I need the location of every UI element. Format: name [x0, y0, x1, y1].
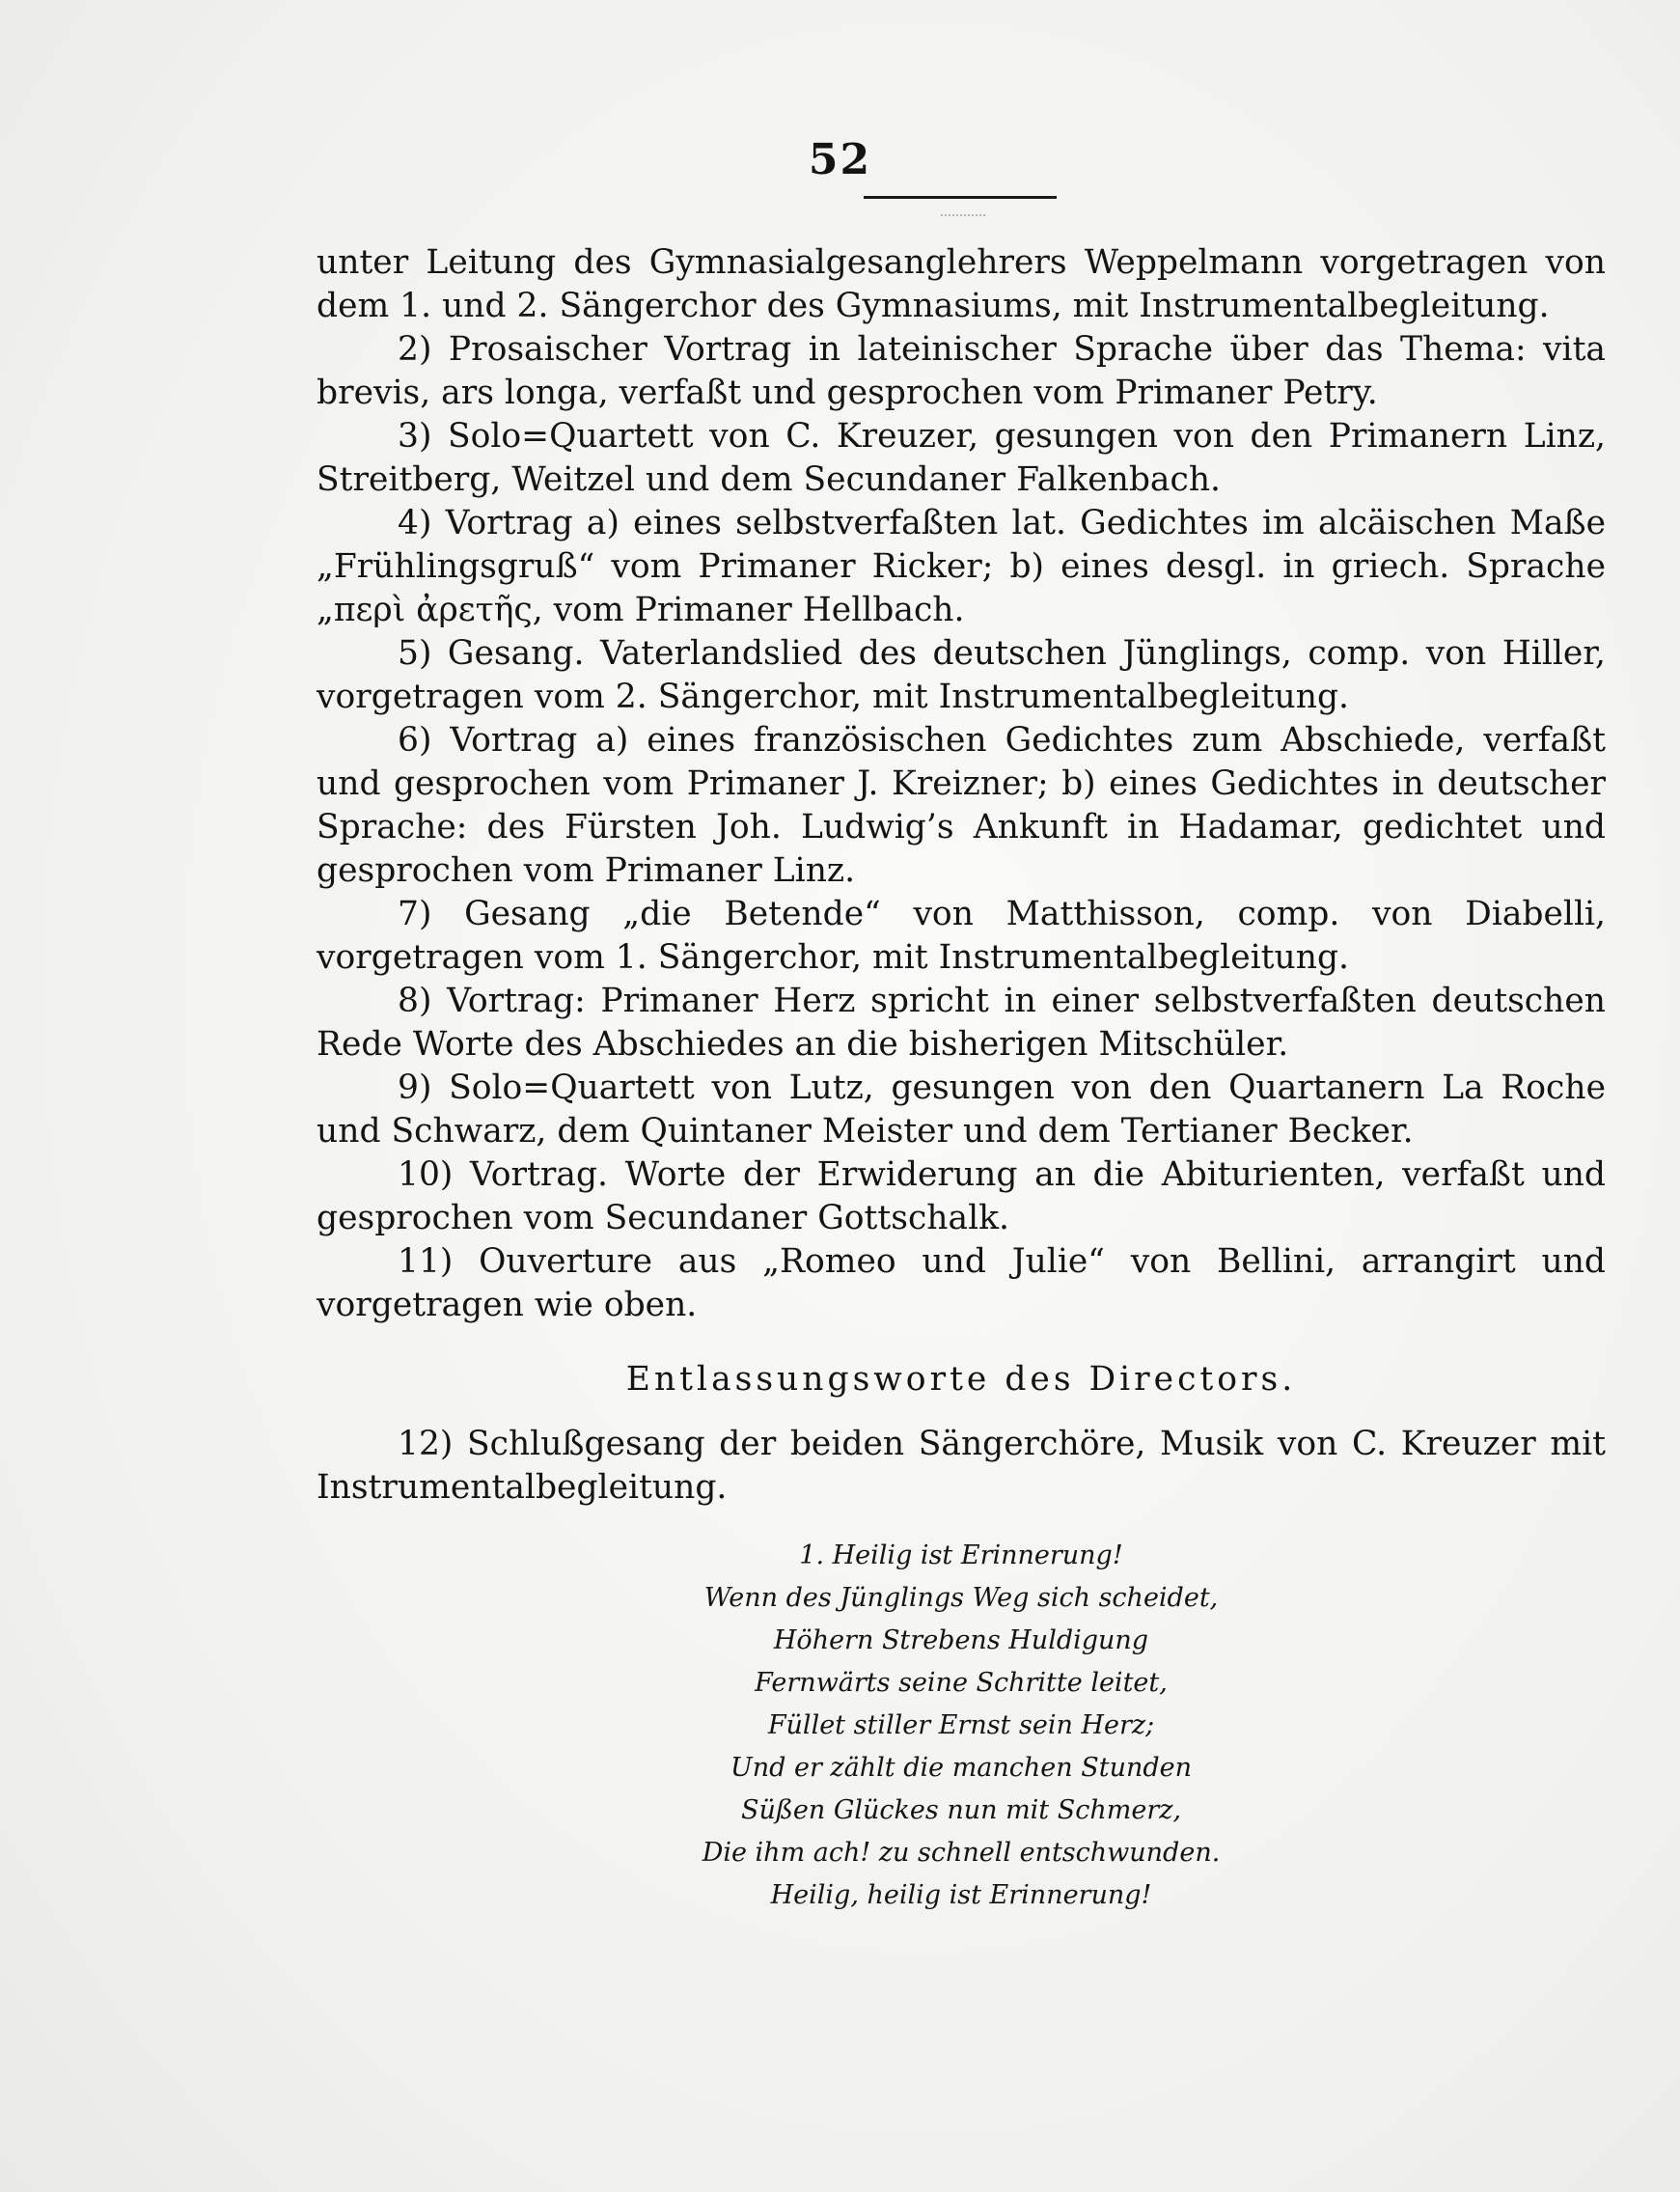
program-item-10: 10) Vortrag. Worte der Erwiderung an die Abiturienten, verfaßt und gesprochen vom Secundaner Gottschalk.: [317, 1155, 1606, 1237]
program-item-7: 7) Gesang „die Betende“ von Matthisson, comp. von Diabelli, vorgetragen vom 1. Sängerchor, mit Instrumentalbegleitung.: [317, 895, 1606, 977]
verse-line: Wenn des Jünglings Weg sich scheidet,: [703, 1583, 1219, 1613]
header-ornament: [941, 201, 985, 216]
program-item-5: 5) Gesang. Vaterlandslied des deutschen Jünglings, comp. von Hiller, vorgetragen vom 2. Sängerchor, mit Instrumentalbegleitung.: [317, 634, 1606, 716]
verse-line: Und er zählt die manchen Stunden: [730, 1753, 1193, 1783]
verse-line: Höhern Strebens Huldigung: [773, 1625, 1149, 1655]
song-verse: [317, 1535, 1606, 1917]
verse-line: Füllet stiller Ernst sein Herz;: [767, 1710, 1155, 1740]
page-number: 52: [808, 135, 872, 184]
program-text: [317, 241, 1606, 1510]
program-item-2: 2) Prosaischer Vortrag in lateinischer Sprache über das Thema: vita brevis, ars longa, verfaßt und gesprochen vom Primaner Petry.: [317, 330, 1606, 412]
verse-line: Die ihm ach! zu schnell entschwunden.: [702, 1838, 1221, 1868]
verse-line: Fernwärts seine Schritte leitet,: [755, 1668, 1168, 1698]
program-item-4: 4) Vortrag a) eines selbstverfaßten lat. Gedichtes im alcäischen Maße „Frühlingsgruß“ vom Primaner Ricker; b) eines desgl. in griech. Sprache „περὶ ἀρετῆς, vom Primaner Hellbach.: [317, 504, 1606, 629]
program-item-9: 9) Solo=Quartett von Lutz, gesungen von den Quartanern La Roche und Schwarz, dem Quintaner Meister und dem Tertianer Becker.: [317, 1068, 1606, 1151]
program-item-11: 11) Ouverture aus „Romeo und Julie“ von Bellini, arrangirt und vorgetragen wie oben.: [317, 1242, 1606, 1324]
verse-line: Heilig, heilig ist Erinnerung!: [770, 1880, 1152, 1910]
verse-line: 1. Heilig ist Erinnerung!: [799, 1540, 1123, 1570]
program-item-6: 6) Vortrag a) eines französischen Gedichtes zum Abschiede, verfaßt und gesprochen vom Primaner J. Kreizner; b) eines Gedichtes in deutscher Sprache: des Fürsten Joh. Ludwig’s Ankunft in Hadamar, gedichtet und gesprochen vom Primaner Linz.: [317, 721, 1606, 890]
header-rule: [864, 196, 1057, 199]
section-heading: Entlassungsworte des Directors.: [625, 1360, 1297, 1399]
program-item-3: 3) Solo=Quartett von C. Kreuzer, gesungen von den Primanern Linz, Streitberg, Weitzel und dem Secundaner Falkenbach.: [317, 417, 1606, 499]
paragraph-continuation: unter Leitung des Gymnasialgesanglehrers Weppelmann vorgetragen von dem 1. und 2. Sängerchor des Gymnasiums, mit Instrumentalbegleitung.: [317, 243, 1606, 325]
program-item-12: 12) Schlußgesang der beiden Sängerchöre, Musik von C. Kreuzer mit Instrumentalbegleitung.: [317, 1425, 1606, 1507]
program-item-8: 8) Vortrag: Primaner Herz spricht in einer selbstverfaßten deutschen Rede Worte des Abschiedes an die bisherigen Mitschüler.: [317, 982, 1606, 1064]
verse-line: Süßen Glückes nun mit Schmerz,: [740, 1795, 1182, 1825]
